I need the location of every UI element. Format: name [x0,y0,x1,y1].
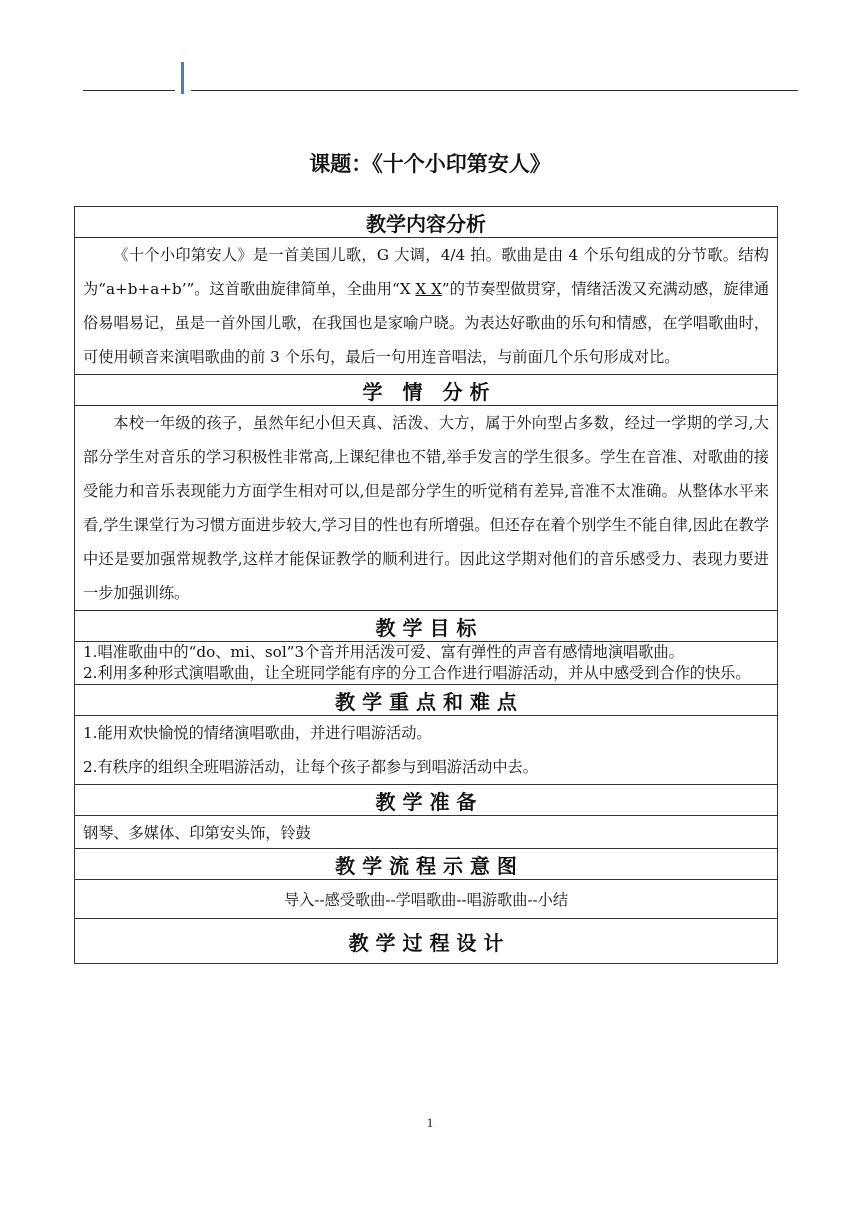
objective-item: 1.唱准歌曲中的“do、mi、sol”3个音并用活泼可爱、富有弹性的声音有感情地演唱歌曲。 [83,643,684,661]
objectives-heading: 教 学 目 标 [75,611,778,642]
key-points-heading: 教 学 重 点 和 难 点 [75,685,778,716]
header-accent-bar [181,62,184,94]
flow-heading: 教 学 流 程 示 意 图 [75,849,778,880]
objective-item: 2.利用多种形式演唱歌曲，让全班同学能有序的分工合作进行唱游活动，并从中感受到合作的快乐。 [83,664,751,682]
objectives-list [75,642,778,685]
student-analysis-heading: 学 情 分 析 [75,375,778,406]
preparation-text: 钢琴、多媒体、印第安头饰，铃鼓 [75,816,778,849]
lesson-plan-table [74,206,778,964]
content-analysis-text-a: 《十个小印第安人》是一首美国儿歌，G 大调，4/4 拍。歌曲是由 4 个乐句组成的分节歌。结构为“a+b+a+b’”。这首歌曲旋律简单，全曲用“X [83,246,769,298]
header-rule-left [83,90,175,91]
content-analysis-text-b: ”的节奏型做贯穿，情绪活泼又充满动感，旋律通俗易唱易记，虽是一首外国儿歌，在我国也是家喻户晓。为表达好歌曲的乐句和情感，在学唱歌曲时，可使用顿音来演唱歌曲的前 3 个乐句，最后一句用连音唱法，与前面几个乐句形成对比。 [83,280,770,366]
student-analysis-text: 本校一年级的孩子，虽然年纪小但天真、活泼、大方，属于外向型占多数，经过一学期的学习,大部分学生对音乐的学习积极性非常高,上课纪律也不错,举手发言的学生很多。学生在音准、对歌曲的接受能力和音乐表现能力方面学生相对可以,但是部分学生的听觉稍有差异,音准不太准确。从整体水平来看,学生课堂行为习惯方面进步较大,学习目的性也有所增强。但还存在着个别学生不能自律,因此在教学中还是要加强常规教学,这样才能保证教学的顺利进行。因此这学期对他们的音乐感受力、表现力要进一步加强训练。 [75,406,778,611]
header-rule-right [191,90,798,91]
process-heading: 教 学 过 程 设 计 [75,919,778,964]
flow-text: 导入--感受歌曲--学唱歌曲--唱游歌曲--小结 [75,880,778,919]
page-title: 课题：《十个小印第安人》 [309,152,551,176]
key-points-list [75,716,778,785]
page-number: 1 [426,1115,434,1130]
key-point-item: 1.能用欢快愉悦的情绪演唱歌曲，并进行唱游活动。 [83,724,432,742]
content-analysis-heading: 教学内容分析 [75,207,778,238]
content-analysis-text [75,238,778,375]
preparation-heading: 教 学 准 备 [75,785,778,816]
rhythm-pattern: X X [415,280,442,298]
key-point-item: 2.有秩序的组织全班唱游活动，让每个孩子都参与到唱游活动中去。 [83,758,538,776]
